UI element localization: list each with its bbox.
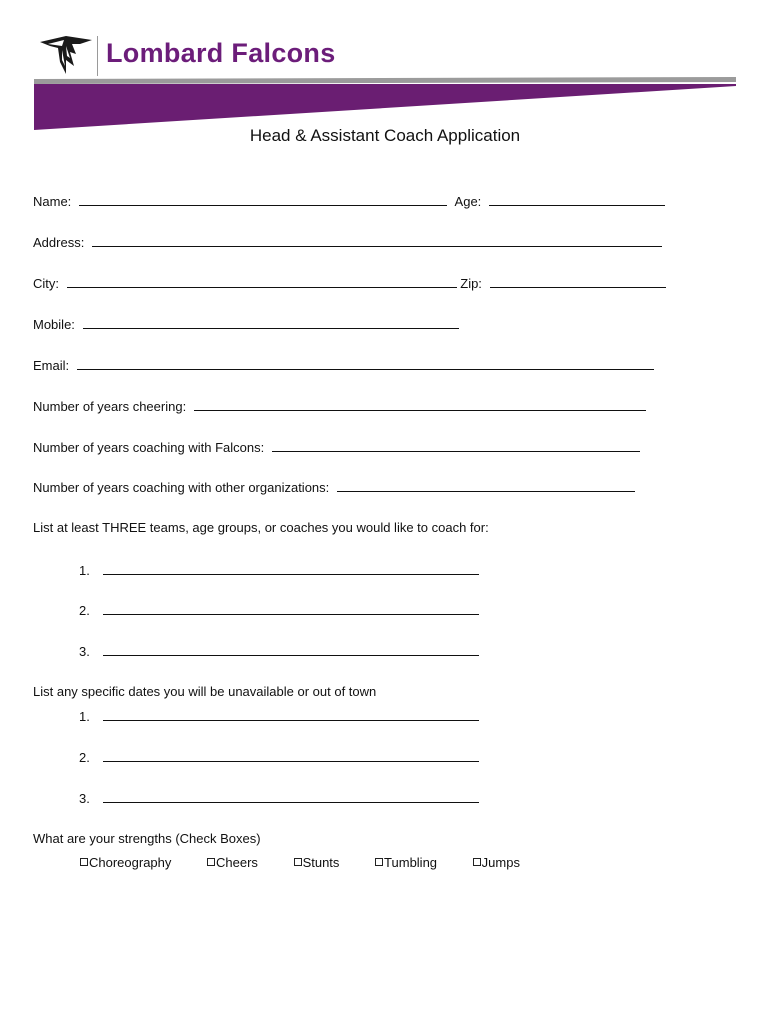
- checkbox-choreography[interactable]: [80, 855, 171, 870]
- team-item-3: [79, 643, 479, 659]
- address-field[interactable]: [92, 234, 662, 247]
- checkbox-label: Cheers: [216, 855, 258, 870]
- years-other-field[interactable]: [337, 479, 635, 492]
- team-number: 2.: [79, 603, 90, 618]
- strengths-checkboxes: [80, 855, 552, 870]
- header-banner: [0, 74, 770, 130]
- dates-prompt: List any specific dates you will be unavailable or out of town: [33, 684, 377, 699]
- date-item-1: [79, 708, 479, 724]
- date-number: 3.: [79, 791, 90, 806]
- team-number: 1.: [79, 563, 90, 578]
- logo-divider: [97, 36, 98, 76]
- checkbox-stunts[interactable]: [294, 855, 340, 870]
- mobile-field[interactable]: [83, 316, 459, 329]
- checkbox-tumbling[interactable]: [375, 855, 437, 870]
- falcon-logo-icon: [36, 32, 96, 78]
- years-cheering-label: Number of years cheering:: [33, 399, 187, 414]
- team-number: 3.: [79, 644, 90, 659]
- date-item-3: [79, 790, 479, 806]
- age-label: Age:: [454, 194, 482, 209]
- address-row: [33, 234, 662, 250]
- years-cheering-field[interactable]: [194, 398, 646, 411]
- form-title: Head & Assistant Coach Application: [249, 126, 521, 145]
- years-cheering-row: [33, 398, 646, 414]
- years-other-label: Number of years coaching with other organizations:: [33, 480, 330, 495]
- city-field[interactable]: [67, 275, 457, 288]
- years-falcons-field[interactable]: [272, 439, 640, 452]
- address-label: Address:: [33, 235, 85, 250]
- date-field-3[interactable]: [103, 790, 479, 803]
- zip-label: Zip:: [460, 276, 482, 291]
- checkbox-label: Tumbling: [384, 855, 438, 870]
- name-label: Name:: [33, 194, 72, 209]
- strengths-prompt: What are your strengths (Check Boxes): [33, 831, 261, 846]
- checkbox-label: Choreography: [89, 855, 172, 870]
- email-row: [33, 357, 654, 373]
- checkbox-label: Stunts: [302, 855, 340, 870]
- team-field-3[interactable]: [103, 643, 479, 656]
- team-field-1[interactable]: [103, 562, 479, 575]
- years-other-row: [33, 479, 635, 495]
- checkbox-icon[interactable]: [294, 858, 302, 866]
- date-item-2: [79, 749, 479, 765]
- name-field[interactable]: [79, 193, 447, 206]
- mobile-row: [33, 316, 459, 332]
- mobile-label: Mobile:: [33, 317, 75, 332]
- team-field-2[interactable]: [103, 602, 479, 615]
- zip-field[interactable]: [490, 275, 666, 288]
- email-field[interactable]: [77, 357, 654, 370]
- teams-prompt: List at least THREE teams, age groups, or coaches you would like to coach for:: [33, 520, 489, 535]
- checkbox-icon[interactable]: [473, 858, 481, 866]
- age-field[interactable]: [489, 193, 665, 206]
- years-falcons-label: Number of years coaching with Falcons:: [33, 440, 265, 455]
- checkbox-jumps[interactable]: [473, 855, 520, 870]
- date-number: 2.: [79, 750, 90, 765]
- header: [0, 0, 770, 130]
- checkbox-cheers[interactable]: [207, 855, 258, 870]
- date-field-2[interactable]: [103, 749, 479, 762]
- checkbox-label: Jumps: [481, 855, 520, 870]
- brand-name: Lombard Falcons: [106, 38, 336, 68]
- years-falcons-row: [33, 439, 640, 455]
- team-item-2: [79, 602, 479, 618]
- checkbox-icon[interactable]: [207, 858, 215, 866]
- email-label: Email:: [33, 358, 70, 373]
- date-number: 1.: [79, 709, 90, 724]
- city-row: [33, 275, 666, 291]
- city-label: City:: [33, 276, 59, 291]
- checkbox-icon[interactable]: [80, 858, 88, 866]
- checkbox-icon[interactable]: [375, 858, 383, 866]
- date-field-1[interactable]: [103, 708, 479, 721]
- team-item-1: [79, 562, 479, 578]
- name-row: [33, 193, 665, 209]
